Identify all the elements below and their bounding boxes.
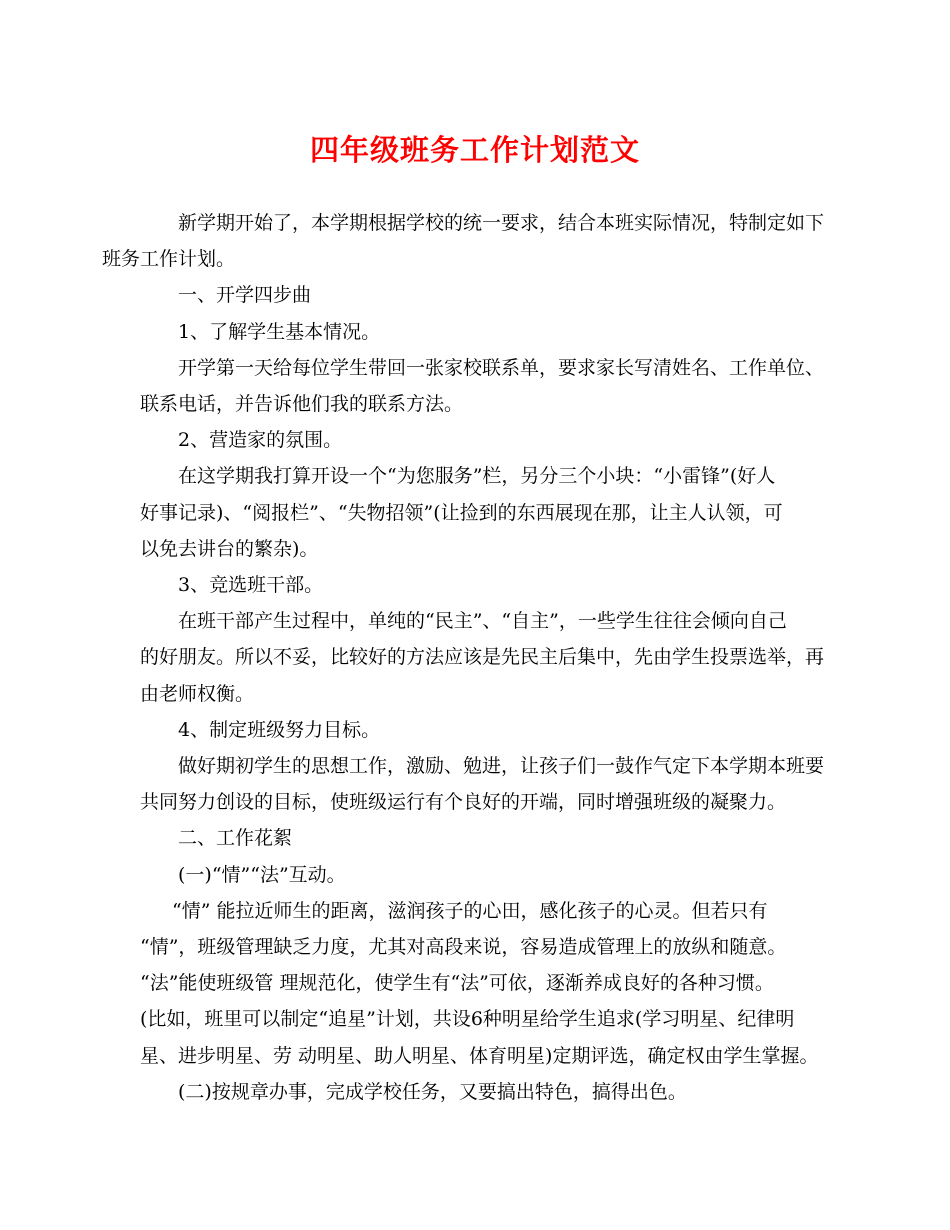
text-line: 的好朋友。所以不妥，比较好的方法应该是先民主后集中，先由学生投票选举，再 bbox=[140, 646, 825, 669]
text-line: 班务工作计划。 bbox=[102, 248, 236, 271]
paragraph bbox=[140, 458, 812, 567]
subsection-heading bbox=[140, 857, 812, 893]
text-line: 以免去讲台的繁杂)。 bbox=[140, 537, 319, 560]
section-heading bbox=[140, 820, 812, 856]
subsection-heading bbox=[140, 422, 812, 458]
subsection-heading bbox=[140, 314, 812, 350]
text-line: 4、制定班级努力目标。 bbox=[178, 718, 381, 741]
paragraph bbox=[140, 350, 825, 422]
text-line: (一)“情”“法”互动。 bbox=[178, 863, 346, 886]
text-line: 二、工作花絮 bbox=[178, 827, 293, 850]
subsection-heading bbox=[140, 1074, 812, 1110]
text-line: 1、了解学生基本情况。 bbox=[178, 320, 381, 343]
subsection-heading bbox=[140, 712, 812, 748]
text-line: (比如，班里可以制定“追星”计划，共设6种明星给学生追求(学习明星、纪律明 bbox=[140, 1008, 795, 1031]
paragraph bbox=[140, 603, 825, 712]
text-line: 做好期初学生的思想工作，激励、勉进，让孩子们一鼓作气定下本学期本班要 bbox=[178, 755, 825, 778]
text-line: 在这学期我打算开设一个“为您服务”栏，另分三个小块：“小雷锋”(好人 bbox=[178, 465, 776, 488]
paragraph bbox=[140, 893, 819, 1074]
text-line: “情”，班级管理缺乏力度，尤其对高段来说，容易造成管理上的放纵和随意。 bbox=[140, 936, 787, 959]
text-line: 开学第一天给每位学生带回一张家校联系单，要求家长写清姓名、工作单位、 bbox=[178, 356, 825, 379]
text-line: 一、开学四步曲 bbox=[178, 284, 312, 307]
text-line: 好事记录)、“阅报栏”、“失物招领”(让捡到的东西展现在那，让主人认领，可 bbox=[140, 501, 783, 524]
text-line: 联系电话，并告诉他们我的联系方法。 bbox=[140, 393, 464, 416]
text-line: (二)按规章办事，完成学校任务，又要搞出特色，搞得出色。 bbox=[178, 1080, 687, 1103]
text-line: 在班干部产生过程中，单纯的“民主”、“自主”，一些学生往往会倾向自己 bbox=[178, 610, 787, 633]
paragraph bbox=[140, 748, 825, 820]
paragraph-intro bbox=[102, 205, 825, 277]
text-line: 3、竞选班干部。 bbox=[178, 574, 324, 597]
text-line: 星、进步明星、劳 动明星、助人明星、体育明星)定期评选，确定权由学生掌握。 bbox=[140, 1044, 819, 1067]
text-line: 2、营造家的氛围。 bbox=[178, 429, 343, 452]
document-body bbox=[102, 205, 825, 1110]
text-line: “法”能使班级管 理规范化，使学生有“法”可依，逐渐养成良好的各种习惯。 bbox=[140, 972, 774, 995]
document-title: 四年级班务工作计划范文 bbox=[309, 133, 640, 167]
text-line: “情” 能拉近师生的距离，滋润孩子的心田，感化孩子的心灵。但若只有 bbox=[172, 899, 768, 922]
text-line: 共同努力创设的目标，使班级运行有个良好的开端，同时增强班级的凝聚力。 bbox=[140, 791, 787, 814]
subsection-heading bbox=[140, 567, 812, 603]
text-line: 新学期开始了，本学期根据学校的统一要求，结合本班实际情况，特制定如下 bbox=[178, 212, 825, 234]
section-heading bbox=[140, 277, 812, 313]
text-line: 由老师权衡。 bbox=[140, 682, 255, 705]
